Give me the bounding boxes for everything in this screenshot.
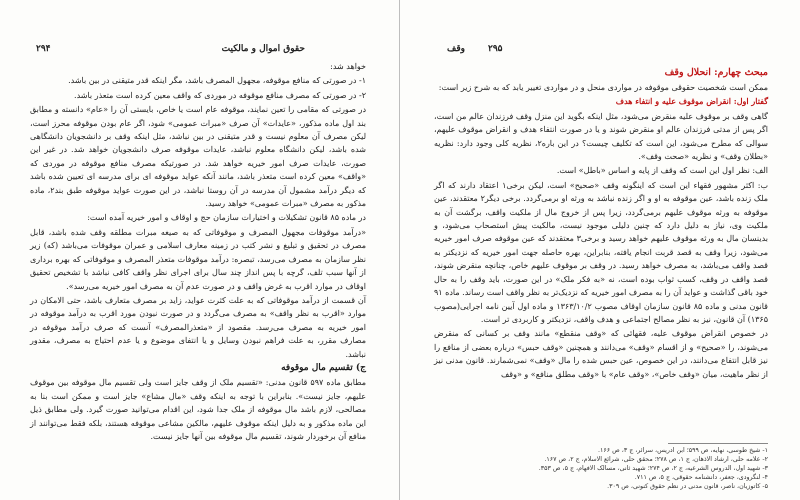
paragraph: گاهی وقف بر موقوف علیه منقرض می‌شود، مثل اینکه بگوید این منزل وقف فرزندان عالم من است، اگر پس از مدتی فرزندان عالم او منقرض شوند و یا در صورت انتفاء هدف و انقراض موقوف علیهم، سوالی که مطرح می‌شود، این است که تکلیف چیست؟ در این باره۲، نظریه کلی وجود دارد: نظریه «بطلان وقف» و نظریه «صحت وقف».: [434, 111, 769, 162]
footnote-rule: [668, 443, 768, 444]
subsection-heading: گفتار اول: انقراض موقوف علیه و انتفاء هدف: [615, 96, 768, 107]
footnote: ۲- علامه حلی، ارشاد الاذهان، ج ۱، ص ۲۷۸؛ محقق حلی، شرائع الاسلام، ج ۲، ص ۱۶۷.: [544, 456, 768, 463]
paragraph: در خصوص انقراض موقوف علیه، فقهائی که «وقف منقطع» مانند وقف بر کسانی که منقرض می‌شوند، را «صحیح» و از اقسام «وقف» می‌دانند و همچنین «وقف حبس» درباره بعضی از منافع را نیز قابل انتفاع می‌دانند، در این خصوص، عین حبس شده را مال «وقف» نمی‌شمارند. قانون مدنی نیز از نظر ماهیت، میان «وقف خاص»، «وقف عام» با «وقف مطلق منافع» و «وقف: [434, 329, 768, 379]
running-title: وقف: [447, 44, 465, 54]
paragraph: ب: اکثر مشهور فقهاء این است که اینگونه وقف «صحیح» است، لیکن برخی۱ اعتقاد دارند که اگر ملک زنده باشد، عین موقوفه به او و اگر زنده نباشد به ورثه او برمی‌گردد. برخی دیگر۲ معتقدند، عین موقوفه به ورثه موقوف علیهم برمی‌گردد، زیرا پس از خروج مال از ملکیت واقف، برگشت آن به ملکیت وی، نیاز به دلیل دارد که چنین دلیلی موجود نیست، مالکیت پیش استصحاب می‌شود، و بدینسان مال به ورثه موقوف علیهم خواهد رسید و برخی۳ معتقدند که عین موقوفه صرف امور خیریه می‌شود، زیرا وقف به قصد قربت انجام یافته، بنابراین، بهره حاصله جهت امور خیریه که نزدیکتر به قصد واقف می‌باشد، به مصرف خواهد رسید. در وقف بر موقوف علیهم خاص، چنانچه منقرض شوند، قصد واقف در وقف، کسب ثواب بوده است، نه «به فکر ملک» در این صورت، باید وقف را به حال خود باقی گذاشت و عواید آن را به مصرف امور خیریه که نزدیک‌تر به نظر واقف است رساند. ماده ۹۱ قانون مدنی و ماده ۸۵ قانون سازمان اوقاف مصوب ۱۳۶۳/۱۰/۲ و ماده اول آیین نامه اجرایی(مصوب ۱۳۶۵) آن قانون، نیز به نظر مصالح اجتماعی و هدف واقف، نزدیکتر و کاربردی تر است.: [434, 180, 769, 324]
paragraph: در صورتی که مقامی را تعین نمایند، موقوفه عام است یا خاص، بایستی آن را «عام» دانسته و مطابق بند اول ماده مذکور، «عایدات» آن صرف «مبرات عمومی» شود، اگر عام بودن موقوفه محرز است، لیکن مصرف آن معلوم نیست و قدر متیقنی در بین نباشد، مثل اینکه وقف بر دانشجویان دانشگاهی شده باشد، لیکن دانشگاه معلوم نباشد، عایدات موقوفه صرف دانشجویان خواهد شد. در غیر این صورت، عایدات صرف امور خیریه خواهد شد. در صورتیکه مصرف منافع موقوفه در موردی که «واقف» معین کرده است متعذر باشد، مانند آنکه عواید موقوفه ای برای مدرسه ای تعیین شده باشد که دیگر درآمد مشمول آن مدرسه در آن روستا نباشد، در این صورت عواید موقوفه طبق بند۲، ماده مذکور به مصرف «مبرات عمومی» خواهد رسید.: [30, 105, 366, 209]
footnotes: [434, 446, 768, 491]
section-subheading: ج) تقسیم مال موقوفه: [281, 362, 366, 373]
left-body: [30, 60, 366, 444]
paragraph: خواهد شد:: [330, 62, 366, 71]
paragraph: ممکن است شخصیت حقوقی موقوفه در مواردی منحل و در مواردی تغییر یابد که به شرح زیر است:: [438, 83, 768, 92]
footnote: ۵- کاتوزیان، ناصر، قانون مدنی در نظم حقوق کنونی، ص ۳۰۹.: [607, 483, 768, 490]
footnote: ۴- لنگرودی، جعفر، دانشنامه حقوقی، ج ۵، ص ۷۱۱.: [634, 474, 768, 481]
running-title: حقوق اموال و مالکیت: [221, 44, 305, 54]
paragraph: ۲- در صورتی که مصرف منافع موقوفه در موردی که واقف معین کرده است متعذر باشد.: [74, 90, 366, 100]
paragraph: در ماده ۸۵ قانون تشکیلات و اختیارات سازمان حج و اوقاف و امور خیریه آمده است:: [87, 213, 366, 223]
right-page: [400, 0, 800, 500]
footnote: ۳- شهید اول، الدروس الشرعیه، ج ۲، ص ۲۷۴؛ شهید ثانی، مسالک الافهام، ج ۵، ص ۳۵۳.: [538, 465, 768, 472]
page-number: ۲۹۵: [488, 44, 503, 54]
right-body: [434, 66, 768, 382]
paragraph: «درآمد موقوفات مجهول المصرف و موقوفاتی که به صیغه مبرات مطلقه وقف شده باشد، قابل مصرف در تحقیق و تبلیغ و نشر کتب در زمینه معارف اسلامی و عمران موقوفات می‌باشد (که) زیر نظر سازمان به مصرف می‌رسد، تبصره: درآمد موقوفات متعذر المصرف و موقوفاتی که بهره برداری از آنها سبب تلف، گرچه با پس انداز چند سال برای اجرای نظر واقف کافی نباشد با تشخیص تحقیق اوقاف در موارد اقرب به غرض واقف و در صورت عدم آن به مصرف امور خیریه می‌رسد».: [30, 227, 366, 291]
paragraph: الف: نظر اول این است که وقف از پایه و اساس «باطل» است.: [556, 166, 768, 176]
paragraph: آن قسمت از درآمد موقوفاتی که به علت کثرت عواید، زاید بر مصرف متعارف باشد، حتی الامکان در موارد «اقرب به نظر واقف» به مصرف می‌گردد و در صورت نبودن مورد اقرب به درآمد موقوفه در امور خیریه به مصرف می‌رسد. مقصود از «متعذرالمصرف» آنست که صرف درآمد موقوفه در مصارف مقرر، به علت فراهم نبودن وسایل و یا انتفای موضوع و یا عدم احتیاج به مصرف، مقدور نباشد.: [30, 295, 367, 359]
paragraph: ۱- در صورتی که منافع موقوفه، مجهول المصرف باشد، مگر اینکه قدر متیقنی در بین باشد.: [68, 76, 366, 86]
footnote: ۱- شیخ طوسی، نهایه، ص ۵۹۹؛ ابن ادریس، سرائر، ج ۳، ص ۱۶۶.: [597, 447, 768, 454]
page-number: ۲۹۴: [36, 44, 51, 54]
section-heading: مبحث چهارم: انحلال وقف: [664, 67, 768, 78]
paragraph: مطابق ماده ۵۹۷ قانون مدنی: «تقسیم ملک از وقف جایز است ولی تقسیم مال موقوفه بین موقوف علیهم، جایز نیست». بنابراین با توجه به اینکه وقف «مال مشاع» جایز است و ممکن است بنا به مصالحی، لازم باشد مال موقوفه از ملک جدا شود، این اقدام می‌توانید صورت گیرد. ولی مطابق ذیل این ماده مذکور و به دلیل اینکه موقوف علیهم، مالکین مشاعی موقوفه هستند، بلکه فقط می‌توانند از منافع آن برخوردار شوند، تقسیم مال موقوفه بین آنها جایز نیست.: [30, 378, 366, 441]
